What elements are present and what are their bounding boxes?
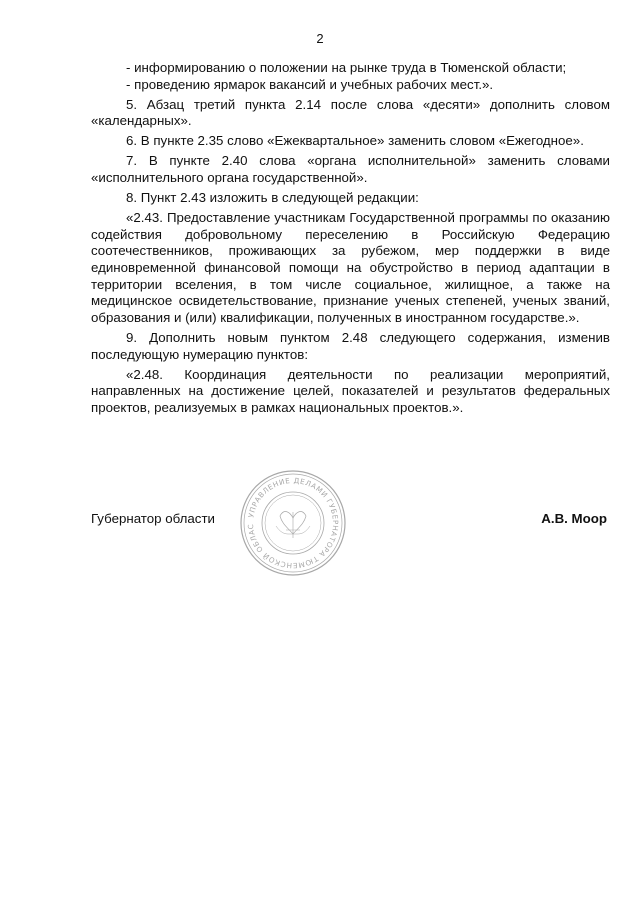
page-number: 2: [316, 31, 324, 46]
paragraph-item-9: 9. Дополнить новым пунктом 2.48 следующего содержания, изменив последующую нумерацию пунктов:: [91, 329, 610, 362]
seal-text: УПРАВЛЕНИЕ ДЕЛАМИ ГУБЕРНАТОРА ТЮМЕНСКОЙ ОБЛАС: [245, 475, 341, 571]
paragraph-item-2-43: «2.43. Предоставление участникам Государственной программы по оказанию содействия добровольному переселению в Российскую Федерацию соотечественников, проживающих за рубежом, мер поддержки в виде единовременной финансовой помощи на обустройство в период адаптации в территории вселения, в том числе социальное, жилищное, а также на медицинское освидетельствование, признание ученых степеней, ученых званий, образования и (или) квалификации, полученных в иностранном государстве.».: [91, 210, 610, 325]
paragraph-item-7: 7. В пункте 2.40 слова «органа исполнительной» заменить словами «исполнительного органа государственной».: [91, 153, 610, 186]
paragraph-item-2-48: «2.48. Координация деятельности по реализации мероприятий, направленных на достижение целей, показателей и результатов федеральных проектов, реализуемых в рамках национальных проектов.».: [91, 366, 610, 415]
signature-block: [91, 508, 607, 530]
paragraph-item-1: - информированию о положении на рынке труда в Тюменской области;: [126, 60, 567, 75]
paragraph-item-8: 8. Пункт 2.43 изложить в следующей редакции:: [126, 190, 419, 206]
paragraph-item-2: - проведению ярмарок вакансий и учебных рабочих мест.».: [126, 76, 494, 92]
document-body: [91, 60, 610, 416]
paragraph-item-6: 6. В пункте 2.35 слово «Ежеквартальное» заменить словом «Ежегодное».: [126, 133, 584, 149]
signatory-title: Губернатор области: [91, 511, 215, 526]
paragraph-item-5: 5. Абзац третий пункта 2.14 после слова «десяти» дополнить словом «календарных».: [91, 96, 610, 129]
signatory-name: А.В. Моор: [541, 511, 607, 526]
